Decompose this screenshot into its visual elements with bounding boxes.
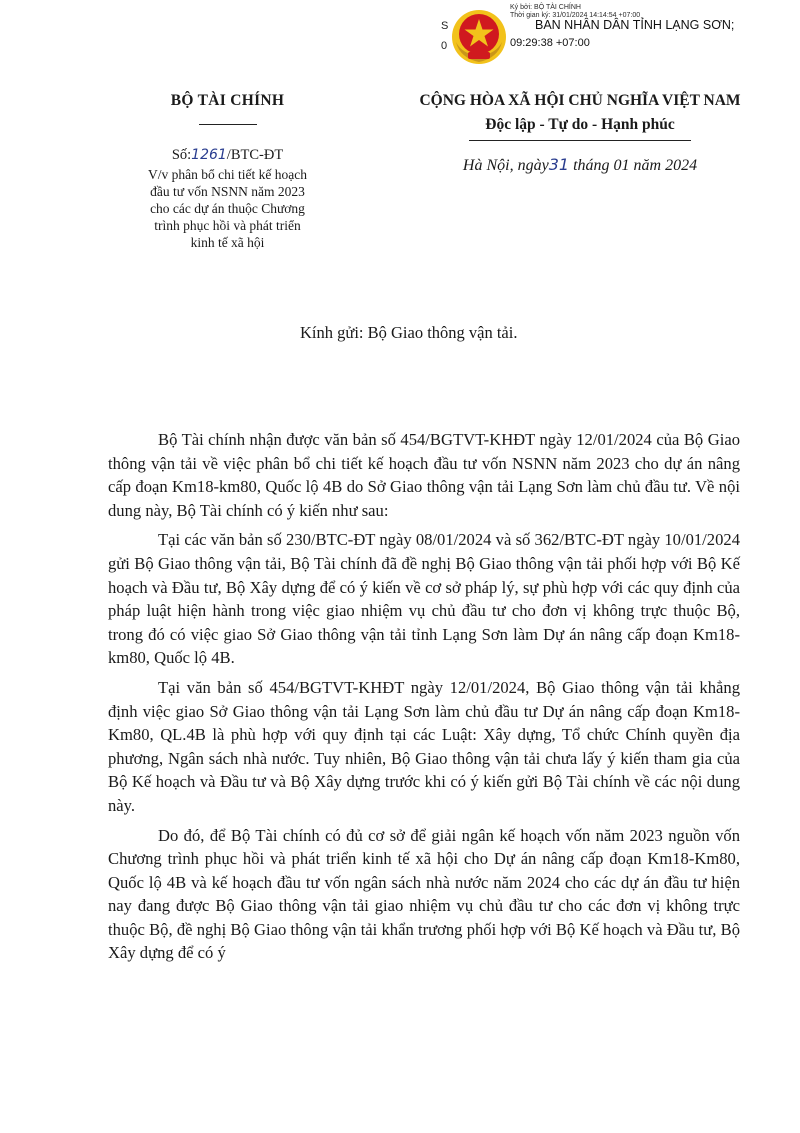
subject-line: V/v phân bổ chi tiết kế hoạch [148, 167, 307, 182]
body-paragraph: Bộ Tài chính nhận được văn bản số 454/BGTVT-KHĐT ngày 12/01/2024 của Bộ Giao thông vận tải về việc phân bổ chi tiết kế hoạch đầu tư vốn NSNN năm 2023 cho dự án nâng cấp đoạn Km18-km80, Quốc lộ 4B do Sở Giao thông vận tải Lạng Sơn làm chủ đầu tư. Về nội dung này, Bộ Tài chính có ý kiến như sau: [108, 430, 740, 520]
issuer-header [100, 88, 355, 251]
subject-line: kinh tế xã hội [190, 235, 265, 250]
stamp-edge-0: 0 [441, 40, 448, 52]
motto-underline [469, 140, 691, 141]
body-paragraph: Tại các văn bản số 230/BTC-ĐT ngày 08/01/2024 và số 362/BTC-ĐT ngày 10/01/2024 gửi Bộ Giao thông vận tải, Bộ Tài chính đã đề nghị Bộ Giao thông vận tải phối hợp với Bộ Kế hoạch và Đầu tư, Bộ Xây dựng để có ý kiến về cơ sở pháp lý, sự phù hợp với các quy định của pháp luật hiện hành trong việc giao nhiệm vụ chủ đầu tư cho đơn vị không trực thuộc Bộ, trong đó có việc giao Sở Giao thông vận tải tỉnh Lạng Sơn làm Dự án nâng cấp đoạn Km18-km80, Quốc lộ 4B. [108, 530, 740, 668]
signature-signer: Ký bởi: BỘ TÀI CHÍNH [510, 4, 581, 11]
date-suffix: tháng 01 năm 2024 [569, 157, 698, 174]
national-emblem-icon [450, 8, 508, 66]
signature-receiver-org: BAN NHÂN DÂN TỈNH LẠNG SƠN; [535, 18, 735, 32]
document-number [100, 147, 355, 164]
signature-signed-time: Thời gian ký: 31/01/2024 14:14:54 +07:00 [510, 12, 641, 19]
body-paragraph: Do đó, để Bộ Tài chính có đủ cơ sở để giải ngân kế hoạch vốn năm 2023 nguồn vốn Chương trình phục hồi và phát triển kinh tế xã hội cho Dự án nâng cấp đoạn Km18-Km80, Quốc lộ 4B và kế hoạch đầu tư vốn ngân sách nhà nước năm 2024 cho các dự án đầu tư hiện nay đang được Bộ Giao thông vận tải giao nhiệm vụ chủ đầu tư cho các đơn vị không trực thuộc Bộ, đề nghị Bộ Giao thông vận tải khẩn trương phối hợp với Bộ Kế hoạch và Đầu tư, Bộ Xây dựng để có ý [108, 825, 740, 963]
republic-title: CỘNG HÒA XÃ HỘI CHỦ NGHĨA VIỆT NAM [419, 92, 741, 109]
document-number-prefix: Số: [171, 147, 192, 163]
stamp-edge-s: S [441, 20, 449, 32]
issuer-name: BỘ TÀI CHÍNH [170, 92, 285, 109]
place-date [360, 155, 800, 175]
document-number-handwritten: 1261 [191, 147, 227, 163]
signature-received-time: 09:29:38 +07:00 [510, 37, 590, 49]
national-motto: Độc lập - Tự do - Hạnh phúc [485, 116, 675, 133]
subject-line: cho các dự án thuộc Chương [150, 201, 305, 216]
subject-line: đầu tư vốn NSNN năm 2023 [150, 184, 305, 199]
body-paragraph: Tại văn bản số 454/BGTVT-KHĐT ngày 12/01/2024, Bộ Giao thông vận tải khẳng định việc giao Sở Giao thông vận tải Lạng Sơn làm chủ đầu tư Dự án nâng cấp đoạn Km18-Km80, QL.4B là phù hợp với quy định tại các Luật: Xây dựng, Tổ chức Chính quyền địa phương, Ngân sách nhà nước. Tuy nhiên, Bộ Giao thông vận tải chưa lấy ý kiến tham gia của Bộ Kế hoạch và Đầu tư và Bộ Xây dựng trước khi có ý kiến gửi Bộ Tài chính về các nội dung này. [108, 677, 740, 815]
document-body [108, 428, 740, 971]
issuer-underline [199, 124, 257, 125]
subject-line: trình phục hồi và phát triển [154, 218, 301, 233]
document-number-suffix: /BTC-ĐT [226, 147, 284, 163]
digital-signature-block [510, 4, 800, 49]
document-subject [100, 166, 355, 251]
national-header [360, 88, 800, 175]
date-day-handwritten: 31 [548, 155, 570, 174]
date-prefix: Hà Nội, ngày [462, 157, 549, 174]
recipient-line: Kính gửi: Bộ Giao thông vận tải. [300, 323, 518, 342]
